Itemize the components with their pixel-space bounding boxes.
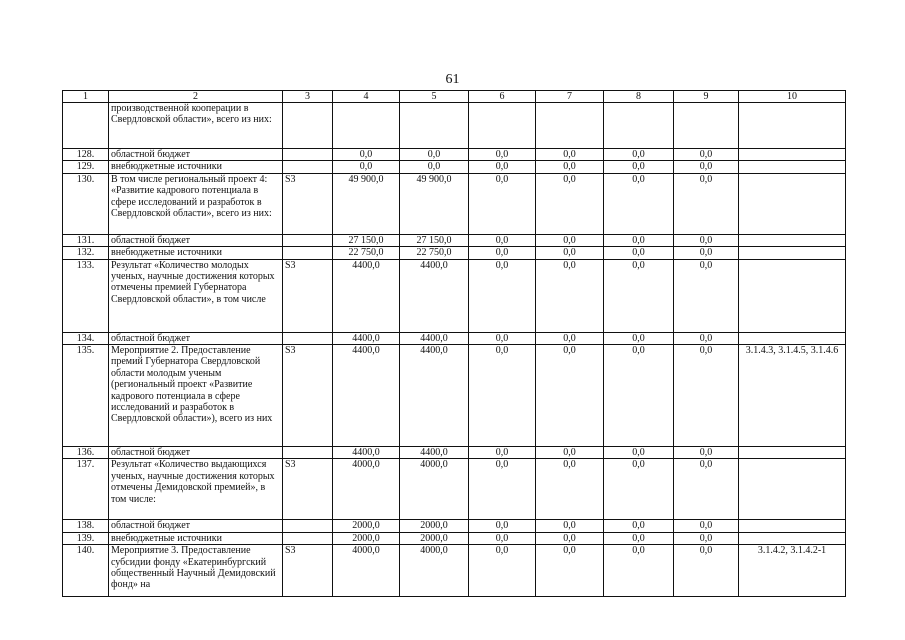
row-number-cell: 138. [63, 520, 109, 532]
value-cell: 0,0 [674, 234, 739, 246]
code-cell: S3 [283, 345, 333, 447]
value-cell: 0,0 [674, 345, 739, 447]
value-cell: 0,0 [469, 532, 536, 544]
value-cell: 0,0 [469, 234, 536, 246]
code-cell: S3 [283, 545, 333, 597]
description-cell: областной бюджет [109, 447, 283, 459]
target-indicator-cell [739, 161, 846, 173]
value-cell: 0,0 [536, 247, 604, 259]
description-cell: Мероприятие 3. Предоставление субсидии фонду «Екатеринбургский общественный Научный Демидовский фонд» на [109, 545, 283, 597]
row-number-cell: 137. [63, 459, 109, 520]
row-number-cell: 139. [63, 532, 109, 544]
value-cell: 4400,0 [400, 345, 469, 447]
value-cell: 2000,0 [333, 520, 400, 532]
table-row [63, 234, 846, 246]
description-cell: внебюджетные источники [109, 161, 283, 173]
description-cell: производственной кооперации в Свердловской области», всего из них: [109, 103, 283, 149]
value-cell: 27 150,0 [400, 234, 469, 246]
column-header: 8 [604, 91, 674, 103]
value-cell: 0,0 [469, 447, 536, 459]
table-row [63, 447, 846, 459]
target-indicator-cell [739, 259, 846, 332]
target-indicator-cell [739, 520, 846, 532]
value-cell: 49 900,0 [400, 173, 469, 234]
target-indicator-cell [739, 447, 846, 459]
target-indicator-cell: 3.1.4.2, 3.1.4.2-1 [739, 545, 846, 597]
value-cell [469, 103, 536, 149]
code-cell [283, 161, 333, 173]
value-cell: 0,0 [674, 532, 739, 544]
target-indicator-cell [739, 234, 846, 246]
value-cell: 0,0 [536, 459, 604, 520]
value-cell: 0,0 [536, 161, 604, 173]
value-cell: 0,0 [469, 259, 536, 332]
description-cell: областной бюджет [109, 520, 283, 532]
value-cell: 4000,0 [333, 459, 400, 520]
value-cell: 0,0 [536, 345, 604, 447]
row-number-cell: 140. [63, 545, 109, 597]
value-cell: 4400,0 [333, 345, 400, 447]
value-cell: 0,0 [400, 149, 469, 161]
value-cell: 0,0 [536, 234, 604, 246]
column-header: 4 [333, 91, 400, 103]
value-cell: 0,0 [536, 332, 604, 344]
row-number-cell: 134. [63, 332, 109, 344]
row-number-cell: 135. [63, 345, 109, 447]
description-cell: областной бюджет [109, 234, 283, 246]
value-cell: 0,0 [469, 161, 536, 173]
value-cell: 4000,0 [333, 545, 400, 597]
target-indicator-cell: 3.1.4.3, 3.1.4.5, 3.1.4.6 [739, 345, 846, 447]
column-header: 3 [283, 91, 333, 103]
value-cell: 0,0 [536, 520, 604, 532]
value-cell: 0,0 [469, 345, 536, 447]
value-cell: 2000,0 [400, 532, 469, 544]
value-cell: 0,0 [536, 173, 604, 234]
value-cell [674, 103, 739, 149]
value-cell: 0,0 [604, 149, 674, 161]
description-cell: внебюджетные источники [109, 247, 283, 259]
column-header: 7 [536, 91, 604, 103]
value-cell: 0,0 [674, 520, 739, 532]
code-cell [283, 532, 333, 544]
code-cell: S3 [283, 459, 333, 520]
value-cell: 0,0 [674, 161, 739, 173]
value-cell: 0,0 [536, 447, 604, 459]
row-number-cell [63, 103, 109, 149]
value-cell: 4400,0 [333, 259, 400, 332]
target-indicator-cell [739, 149, 846, 161]
column-header: 5 [400, 91, 469, 103]
value-cell: 0,0 [604, 332, 674, 344]
row-number-cell: 128. [63, 149, 109, 161]
value-cell: 4400,0 [400, 259, 469, 332]
value-cell: 0,0 [536, 532, 604, 544]
code-cell [283, 520, 333, 532]
value-cell: 0,0 [604, 447, 674, 459]
value-cell: 0,0 [674, 173, 739, 234]
table-row [63, 103, 846, 149]
column-header: 9 [674, 91, 739, 103]
column-header: 10 [739, 91, 846, 103]
page-number: 61 [445, 72, 460, 87]
description-cell: внебюджетные источники [109, 532, 283, 544]
value-cell: 0,0 [469, 545, 536, 597]
code-cell [283, 234, 333, 246]
value-cell: 0,0 [604, 259, 674, 332]
value-cell: 22 750,0 [400, 247, 469, 259]
target-indicator-cell [739, 247, 846, 259]
value-cell: 0,0 [469, 173, 536, 234]
table-row [63, 161, 846, 173]
column-header: 1 [63, 91, 109, 103]
description-cell: В том числе региональный проект 4: «Развитие кадрового потенциала в сфере исследований и разработок в Свердловской области», всего из них: [109, 173, 283, 234]
value-cell: 0,0 [674, 447, 739, 459]
description-cell: Результат «Количество молодых ученых, научные достижения которых отмечены премией Губернатора Свердловской области», в том числе [109, 259, 283, 332]
table-row [63, 545, 846, 597]
target-indicator-cell [739, 103, 846, 149]
description-cell: областной бюджет [109, 332, 283, 344]
value-cell: 0,0 [674, 545, 739, 597]
value-cell: 0,0 [674, 149, 739, 161]
value-cell: 0,0 [469, 520, 536, 532]
value-cell: 27 150,0 [333, 234, 400, 246]
value-cell: 4400,0 [333, 447, 400, 459]
table-row [63, 259, 846, 332]
value-cell: 0,0 [674, 459, 739, 520]
value-cell: 0,0 [604, 345, 674, 447]
value-cell: 0,0 [536, 149, 604, 161]
value-cell: 0,0 [536, 545, 604, 597]
code-cell [283, 247, 333, 259]
row-number-cell: 131. [63, 234, 109, 246]
value-cell: 0,0 [604, 161, 674, 173]
value-cell: 0,0 [400, 161, 469, 173]
value-cell [536, 103, 604, 149]
value-cell: 0,0 [674, 332, 739, 344]
value-cell: 0,0 [604, 545, 674, 597]
value-cell: 4000,0 [400, 545, 469, 597]
column-header: 6 [469, 91, 536, 103]
code-cell [283, 332, 333, 344]
value-cell: 22 750,0 [333, 247, 400, 259]
table-row [63, 332, 846, 344]
row-number-cell: 133. [63, 259, 109, 332]
value-cell: 4400,0 [400, 332, 469, 344]
value-cell: 0,0 [604, 247, 674, 259]
target-indicator-cell [739, 332, 846, 344]
table-row [63, 173, 846, 234]
value-cell: 0,0 [604, 173, 674, 234]
table-row [63, 345, 846, 447]
value-cell [333, 103, 400, 149]
value-cell: 0,0 [333, 161, 400, 173]
budget-table [62, 90, 846, 597]
value-cell: 0,0 [604, 520, 674, 532]
target-indicator-cell [739, 532, 846, 544]
table-row [63, 149, 846, 161]
value-cell: 0,0 [604, 532, 674, 544]
row-number-cell: 130. [63, 173, 109, 234]
value-cell: 4400,0 [400, 447, 469, 459]
row-number-cell: 132. [63, 247, 109, 259]
table-row [63, 459, 846, 520]
value-cell: 49 900,0 [333, 173, 400, 234]
table-row [63, 532, 846, 544]
table-row [63, 520, 846, 532]
description-cell: Результат «Количество выдающихся ученых, научные достижения которых отмечены Демидовской премией», в том числе: [109, 459, 283, 520]
target-indicator-cell [739, 459, 846, 520]
code-cell [283, 149, 333, 161]
code-cell: S3 [283, 173, 333, 234]
value-cell: 0,0 [469, 149, 536, 161]
value-cell: 4400,0 [333, 332, 400, 344]
value-cell: 0,0 [469, 459, 536, 520]
value-cell: 0,0 [604, 459, 674, 520]
value-cell: 0,0 [469, 247, 536, 259]
value-cell: 0,0 [674, 259, 739, 332]
value-cell: 2000,0 [400, 520, 469, 532]
value-cell [400, 103, 469, 149]
description-cell: Мероприятие 2. Предоставление премий Губернатора Свердловской области молодым ученым (региональный проект «Развитие кадрового потенциала в сфере исследований и разработок в Свердловской области»), всего из них [109, 345, 283, 447]
code-cell [283, 447, 333, 459]
value-cell: 4000,0 [400, 459, 469, 520]
value-cell: 0,0 [469, 332, 536, 344]
description-cell: областной бюджет [109, 149, 283, 161]
value-cell: 2000,0 [333, 532, 400, 544]
row-number-cell: 129. [63, 161, 109, 173]
code-cell: S3 [283, 259, 333, 332]
code-cell [283, 103, 333, 149]
value-cell: 0,0 [674, 247, 739, 259]
value-cell: 0,0 [333, 149, 400, 161]
target-indicator-cell [739, 173, 846, 234]
table-header-row [63, 91, 846, 103]
column-header: 2 [109, 91, 283, 103]
value-cell: 0,0 [604, 234, 674, 246]
row-number-cell: 136. [63, 447, 109, 459]
table-row [63, 247, 846, 259]
value-cell [604, 103, 674, 149]
value-cell: 0,0 [536, 259, 604, 332]
